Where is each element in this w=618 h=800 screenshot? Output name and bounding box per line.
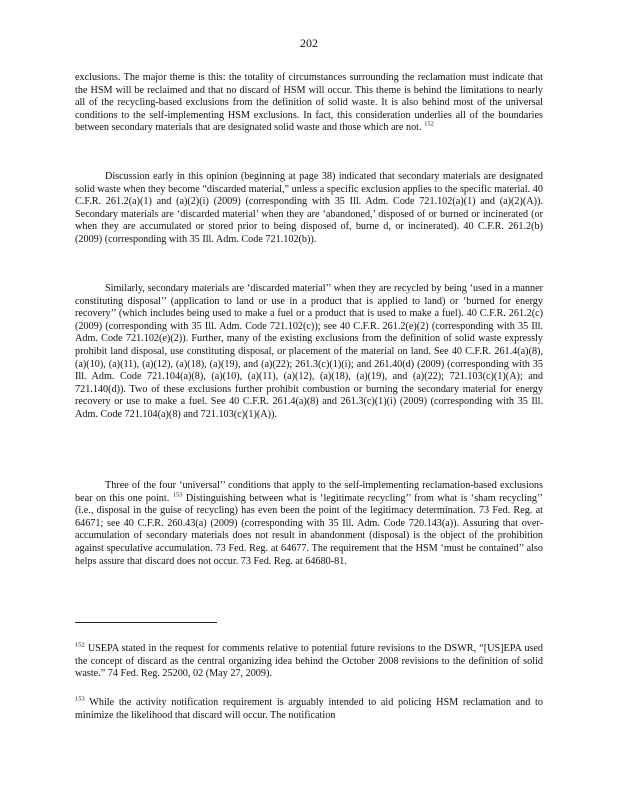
- footnote-ref-153: 153: [172, 491, 183, 499]
- paragraph-4: [75, 480, 543, 568]
- paragraph-3-text: Similarly, secondary materials are ‘discarded material’’ when they are recycled by being ‘used in a manner constituting disposal’’ (application to land or use in a product that is applied to land) or ‘burned for energy recovery’’ (which includes being used to make a fuel or a product that is used to make a fuel). 40 C.F.R. 261.2(c) (2009) (corresponding with 35 Ill. Adm. Code 721.102(c)); see 40 C.F.R. 261.2(e)(2) (corresponding with 35 Ill. Adm. Code 721.102(e)(2)). Further, many of the existing exclusions from the definition of solid waste expressly prohibit land disposal, use constituting disposal, or placement of the material on land. See 40 C.F.R. 261.4(a)(8), (a)(10), (a)(11), (a)(12), (a)(18), (a)(19), and (a)(22); 261.3(c)(1)(i); and 261.40(d) (2009) (corresponding with 35 Ill. Adm. Code 721.104(a)(8), (a)(10), (a)(11), (a)(12), (a)(18), (a)(19), and (a)(22); 721.103(c)(1)(A); and 721.140(d)). Two of these exclusions further prohibit combustion or burning the secondary material for energy recovery or use to make a fuel. See 40 C.F.R. 261.4(a)(8) and 261.3(c)(1)(i) (2009) (corresponding with 35 Ill. Adm. Code 721.104(a)(8) and 721.103(c)(1)(A)).: [75, 283, 543, 420]
- paragraph-1: [75, 72, 543, 135]
- footnote-ref-152: 152: [424, 120, 434, 128]
- footnote-152-number: 152: [75, 641, 85, 649]
- paragraph-2: [75, 171, 543, 247]
- footnote-separator: [75, 622, 217, 623]
- footnote-153-text: While the activity notification requirement is arguably intended to aid policing HSM reclamation and to minimize the likelihood that discard will occur. The notification: [75, 697, 543, 721]
- paragraph-3: [75, 283, 543, 422]
- footnote-153: [75, 697, 543, 722]
- paragraph-4-text-after-ref: Distinguishing between what is ‘legitimate recycling’’ from what is ‘sham recycling’’ (i.e., disposal in the guise of recycling) has even been the point of the legitimacy determination. 73 Fed. Reg. at 64671; see 40 C.F.R. 260.43(a) (2009) (corresponding with 35 Ill. Adm. Code 720.143(a)). Assuring that over-accumulation of secondary materials does not result in abandonment (disposal) is the object of the prohibition against speculative accumulation. 73 Fed. Reg. at 64677. The requirement that the HSM ‘must be contained’’ also helps assure that discard does not occur. 73 Fed. Reg. at 64680-81.: [75, 492, 544, 567]
- paragraph-1-text: exclusions. The major theme is this: the totality of circumstances surrounding the reclamation must indicate that the HSM will be reclaimed and that no discard of HSM will occur. This theme is behind the limitations to nearly all of the recycling-based exclusions from the definition of solid waste. It is also behind most of the universal conditions to the self-implementing HSM exclusions. In fact, this consideration underlies all of the boundaries between secondary materials that are designated solid waste and those which are not.: [75, 72, 543, 134]
- page-number: 202: [300, 36, 318, 50]
- footnote-152: [75, 643, 543, 681]
- paragraph-2-text: Discussion early in this opinion (beginning at page 38) indicated that secondary materials are designated solid waste when they become “discarded material,” unless a specific exclusion applies to the specific material. 40 C.F.R. 261.2(a)(1) and (a)(2)(i) (2009) (corresponding with 35 Ill. Adm. Code 721.102(a)(1) and (a)(2)(A)). Secondary materials are ‘discarded material’ when they are ‘abandoned,’ disposed of or burned or incinerated (or when they are accumulated or stored prior to being disposed of, burne d, or incinerated). 40 C.F.R. 261.2(b) (2009) (corresponding with 35 Ill. Adm. Code 721.102(b)).: [75, 171, 543, 245]
- footnote-152-text: USEPA stated in the request for comments relative to potential future revisions to the DSWR, “[US]EPA used the concept of discard as the central organizing idea behind the October 2008 revisions to the definition of solid waste.” 74 Fed. Reg. 25200, 02 (May 27, 2009).: [75, 643, 544, 680]
- footnote-153-number: 153: [75, 695, 85, 703]
- paragraph-4-text-before-ref: Three of the four ‘universal’’ conditions that apply to the self-implementing reclamation-based exclusions bear on this one point.: [75, 480, 543, 504]
